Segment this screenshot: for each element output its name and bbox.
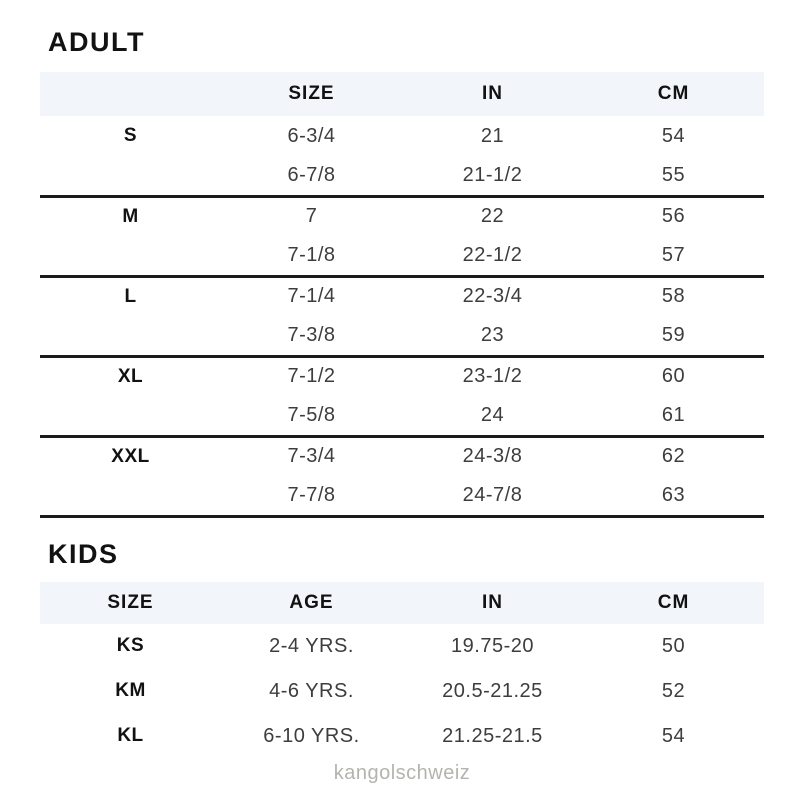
size-label-cell: XXL [111, 445, 150, 467]
cm-cell: 54 [661, 724, 686, 747]
cm-cell: 58 [661, 285, 686, 308]
in-cell: 24-3/8 [462, 445, 523, 468]
table-row [40, 669, 764, 714]
table-row [40, 196, 764, 236]
table-row [40, 276, 764, 316]
size-cell: 7-3/4 [287, 445, 336, 468]
adult-section-title: ADULT [48, 27, 145, 57]
kids-section [40, 538, 764, 759]
size-cell: 6-3/4 [287, 124, 336, 147]
kids-header-size: SIZE [40, 582, 221, 624]
in-cell: 23 [402, 316, 583, 356]
size-cell: 7-7/8 [221, 476, 402, 516]
table-row [40, 156, 764, 196]
size-cell: 6-7/8 [221, 156, 402, 196]
size-cell: 7-3/8 [221, 316, 402, 356]
table-row [40, 236, 764, 276]
table-row [40, 316, 764, 356]
size-label-cell: KS [116, 635, 145, 656]
size-cell: 7-1/8 [221, 236, 402, 276]
adult-size-table [40, 72, 764, 518]
in-cell: 23-1/2 [462, 365, 523, 388]
in-cell: 21 [480, 124, 505, 147]
cm-cell: 57 [583, 236, 764, 276]
age-cell: 2-4 YRS. [269, 634, 354, 657]
adult-header-in: IN [402, 72, 583, 116]
cm-cell: 59 [583, 316, 764, 356]
table-row [40, 624, 764, 669]
age-cell: 4-6 YRS. [269, 679, 354, 702]
in-cell: 19.75-20 [451, 634, 534, 657]
cm-cell: 63 [583, 476, 764, 516]
size-label-cell [40, 476, 221, 516]
size-label-cell: KM [115, 680, 146, 701]
size-label-cell [40, 156, 221, 196]
size-label-cell [40, 236, 221, 276]
kids-section-title: KIDS [48, 538, 119, 569]
kids-size-table [40, 582, 764, 759]
adult-table-header-row [40, 72, 764, 116]
table-row [40, 714, 764, 759]
cm-cell: 55 [583, 156, 764, 196]
size-label-cell: M [122, 205, 139, 227]
size-cell: 7-1/2 [287, 365, 336, 388]
cm-cell: 50 [661, 634, 686, 657]
size-cell: 7-5/8 [221, 396, 402, 436]
in-cell: 20.5-21.25 [442, 679, 543, 702]
table-row [40, 436, 764, 476]
size-label-cell [40, 396, 221, 436]
size-label-cell: XL [117, 365, 144, 387]
adult-header-cm: CM [583, 72, 764, 116]
table-row [40, 356, 764, 396]
kids-header-in: IN [402, 582, 583, 624]
table-row [40, 476, 764, 516]
adult-section [40, 26, 764, 518]
in-cell: 22-3/4 [462, 285, 523, 308]
size-label-cell: L [124, 285, 137, 307]
kids-header-cm: CM [583, 582, 764, 624]
size-label-cell: KL [117, 725, 144, 746]
cm-cell: 61 [583, 396, 764, 436]
in-cell: 24 [402, 396, 583, 436]
size-cell: 7 [305, 205, 318, 228]
table-row [40, 396, 764, 436]
in-cell: 22-1/2 [402, 236, 583, 276]
adult-header-size: SIZE [221, 72, 402, 116]
table-row [40, 116, 764, 156]
kids-header-age: AGE [221, 582, 402, 624]
cm-cell: 52 [661, 679, 686, 702]
cm-cell: 54 [661, 124, 686, 147]
size-label-cell [40, 316, 221, 356]
cm-cell: 62 [661, 445, 686, 468]
age-cell: 6-10 YRS. [263, 724, 360, 747]
cm-cell: 60 [661, 365, 686, 388]
watermark-text: kangolschweiz [333, 761, 471, 784]
adult-header-blank [40, 72, 221, 116]
size-cell: 7-1/4 [287, 285, 336, 308]
cm-cell: 56 [661, 205, 686, 228]
kids-table-header-row [40, 582, 764, 624]
in-cell: 21.25-21.5 [442, 724, 543, 747]
in-cell: 22 [480, 205, 505, 228]
in-cell: 24-7/8 [402, 476, 583, 516]
in-cell: 21-1/2 [402, 156, 583, 196]
size-label-cell: S [123, 125, 138, 146]
